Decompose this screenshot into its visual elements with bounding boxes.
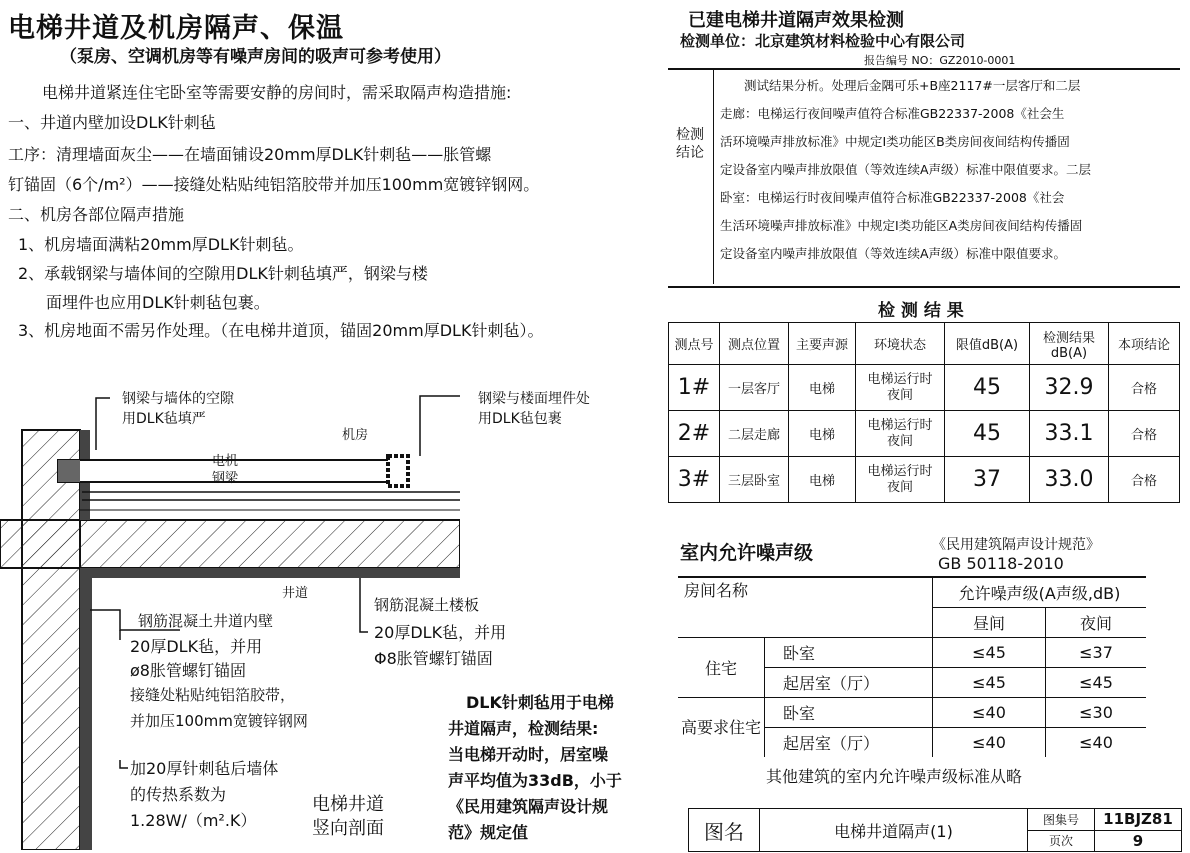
- noise-table: [678, 576, 1146, 757]
- results-header: 主要声源: [789, 323, 856, 365]
- section-2-item-2a: 2、承载钢梁与墙体间的空隙用DLK针刺毡填严，钢梁与楼: [18, 264, 428, 283]
- note-line-1: DLK针刺毡用于电梯: [466, 693, 614, 712]
- test-title: 已建电梯井道隔声效果检测: [688, 10, 904, 31]
- heat-label-1: 加20厚针刺毡后墙体: [130, 759, 279, 778]
- subtitle: （泵房、空调机房等有噪声房间的吸声可参考使用）: [60, 47, 451, 67]
- report-number: 报告编号 NO：GZ2010-0001: [864, 54, 1016, 67]
- beam-label: 钢梁: [212, 471, 239, 486]
- noise-header-allow: 允许噪声级(A声级,dB): [933, 577, 1147, 608]
- heat-label-3: 1.28W/（m².K）: [130, 811, 257, 830]
- section-caption-1: 电梯井道: [312, 794, 384, 815]
- result-conclusion: 合格: [1109, 457, 1180, 503]
- title-block-label: 图名: [689, 809, 760, 852]
- motor-label: 电机: [212, 454, 239, 469]
- conclusion-line-7: 定设备室内噪声排放限值（等效连续A声级）标准中限值要求。: [720, 246, 1067, 261]
- conclusion-label-2: 结论: [676, 145, 704, 161]
- point-no: 3#: [669, 457, 720, 503]
- note-line-6: 范》规定值: [448, 823, 529, 842]
- note-line-2: 井道隔声，检测结果:: [448, 719, 599, 738]
- section-2-item-2b: 面埋件也应用DLK针刺毡包裹。: [46, 293, 270, 312]
- result-conclusion: 合格: [1109, 411, 1180, 457]
- results-header: 测点号: [669, 323, 720, 365]
- result-value: 33.0: [1030, 457, 1109, 503]
- section-caption-2: 竖向剖面: [312, 818, 384, 839]
- noise-group-2: 高要求住宅: [678, 698, 765, 758]
- results-header: 本项结论: [1109, 323, 1180, 365]
- noise-day: ≤45: [933, 668, 1046, 698]
- noise-room: 起居室（厅）: [765, 728, 933, 758]
- noise-day: ≤40: [933, 728, 1046, 758]
- results-header: 检测结果 dB(A): [1030, 323, 1109, 365]
- conclusion-line-6: 生活环境噪声排放标准》中规定Ⅰ类功能区A类房间夜间结构传播固: [720, 218, 1083, 233]
- shaft-label: 井道: [282, 586, 309, 601]
- noise-title: 室内允许噪声级: [680, 542, 814, 564]
- results-header: 测点位置: [720, 323, 789, 365]
- section-2-title: 二、机房各部位隔声措施: [8, 205, 185, 224]
- note-line-5: 《民用建筑隔声设计规: [448, 797, 609, 816]
- noise-standard-2: GB 50118-2010: [938, 554, 1064, 573]
- title-block: [688, 808, 1182, 852]
- noise-night: ≤45: [1046, 668, 1147, 698]
- page-title: 电梯井道及机房隔声、保温: [8, 13, 344, 44]
- embed-label-2: 用DLK毡包裹: [478, 411, 562, 427]
- room-label: 机房: [342, 428, 369, 443]
- results-table: [668, 322, 1180, 503]
- conclusion-line-3: 活环境噪声排放标准》中规定Ⅰ类功能区B类房间夜间结构传播固: [720, 134, 1070, 149]
- env-state-1: 电梯运行时: [867, 417, 933, 433]
- heat-label-2: 的传热系数为: [130, 785, 227, 804]
- results-title: 检 测 结 果: [878, 301, 964, 321]
- env-state-2: 夜间: [886, 387, 913, 403]
- table-row: [669, 411, 1180, 457]
- noise-header-room: 房间名称: [678, 577, 933, 638]
- limit-value: 45: [945, 411, 1030, 457]
- test-unit: 检测单位：北京建筑材料检验中心有限公司: [680, 32, 966, 50]
- location: 三层卧室: [720, 457, 789, 503]
- env-state-2: 夜间: [886, 433, 913, 449]
- location: 二层走廊: [720, 411, 789, 457]
- env-state: [856, 365, 945, 411]
- noise-header-night: 夜间: [1046, 608, 1147, 638]
- conclusion-label-1: 检测: [676, 127, 704, 143]
- gap-label-2: 用DLK毡填严: [122, 411, 206, 427]
- noise-footnote: 其他建筑的室内允许噪声级标准从略: [766, 767, 1023, 786]
- table-row: [678, 698, 1146, 728]
- env-state: [856, 411, 945, 457]
- results-header: 环境状态: [856, 323, 945, 365]
- conclusion-line-4: 定设备室内噪声排放限值（等效连续A声级）标准中限值要求。二层: [720, 162, 1092, 177]
- wall-label-1: 钢筋混凝土井道内壁: [138, 612, 274, 630]
- table-row: [678, 638, 1146, 668]
- conclusion-line-5: 卧室：电梯运行时夜间噪声值符合标准GB22337-2008《社会: [720, 190, 1065, 205]
- noise-standard-1: 《民用建筑隔声设计规范》: [932, 537, 1100, 553]
- noise-group-1: 住宅: [678, 638, 765, 698]
- source: 电梯: [789, 411, 856, 457]
- intro-text: 电梯井道紧连住宅卧室等需要安静的房间时，需采取隔声构造措施:: [42, 83, 512, 102]
- page-label: 页次: [1028, 830, 1095, 852]
- slab-label-2: 20厚DLK毡，并用: [374, 623, 507, 642]
- noise-room: 卧室: [765, 638, 933, 668]
- title-block-row: [689, 809, 1182, 831]
- env-state-1: 电梯运行时: [867, 371, 933, 387]
- section-2-item-3: 3、机房地面不需另作处理。（在电梯井道顶，锚固20mm厚DLK针刺毡）。: [18, 321, 544, 340]
- table-row: [669, 457, 1180, 503]
- point-no: 2#: [669, 411, 720, 457]
- conclusion-divider: [713, 68, 714, 284]
- noise-header-day: 昼间: [933, 608, 1046, 638]
- page-value: 9: [1095, 830, 1182, 852]
- source: 电梯: [789, 365, 856, 411]
- embed-label-1: 钢梁与楼面埋件处: [478, 391, 590, 407]
- wall-label-5: 并加压100mm宽镀锌钢网: [130, 712, 308, 730]
- source: 电梯: [789, 457, 856, 503]
- limit-value: 45: [945, 365, 1030, 411]
- noise-header-row: [678, 577, 1146, 608]
- noise-night: ≤37: [1046, 638, 1147, 668]
- wall-label-3: ø8胀管螺钉锚固: [130, 661, 246, 680]
- result-value: 33.1: [1030, 411, 1109, 457]
- note-line-3: 当电梯开动时，居室噪: [448, 745, 609, 764]
- location: 一层客厅: [720, 365, 789, 411]
- slab-label-1: 钢筋混凝土楼板: [374, 596, 480, 614]
- results-header-row: [669, 323, 1180, 365]
- wall-label-4: 接缝处粘贴纯铝箔胶带，: [130, 686, 296, 704]
- noise-night: ≤40: [1046, 728, 1147, 758]
- atlas-value: 11BJZ81: [1095, 809, 1182, 831]
- conclusion-line-2: 走廊：电梯运行夜间噪声值符合标准GB22337-2008《社会生: [720, 106, 1065, 121]
- table-row: [669, 365, 1180, 411]
- wall-label-2: 20厚DLK毡，并用: [130, 637, 263, 656]
- section-1-title: 一、井道内壁加设DLK针刺毡: [8, 113, 216, 132]
- section-1-line-1: 工序：清理墙面灰尘——在墙面铺设20mm厚DLK针刺毡——胀管螺: [8, 145, 492, 164]
- limit-value: 37: [945, 457, 1030, 503]
- gap-label-1: 钢梁与墙体的空隙: [122, 391, 234, 407]
- note-line-4: 声平均值为33dB，小于: [448, 771, 622, 790]
- result-conclusion: 合格: [1109, 365, 1180, 411]
- atlas-label: 图集号: [1028, 809, 1095, 831]
- env-state: [856, 457, 945, 503]
- point-no: 1#: [669, 365, 720, 411]
- noise-night: ≤30: [1046, 698, 1147, 728]
- env-state-1: 电梯运行时: [867, 463, 933, 479]
- results-header: 限值dB(A): [945, 323, 1030, 365]
- noise-day: ≤40: [933, 698, 1046, 728]
- noise-room: 起居室（厅）: [765, 668, 933, 698]
- title-block-name: 电梯井道隔声(1): [760, 809, 1028, 852]
- conclusion-line-1: 测试结果分析。处理后金隅可乐+B座2117#一层客厅和二层: [744, 78, 1081, 93]
- noise-room: 卧室: [765, 698, 933, 728]
- section-2-item-1: 1、机房墙面满粘20mm厚DLK针刺毡。: [18, 235, 304, 254]
- noise-day: ≤45: [933, 638, 1046, 668]
- env-state-2: 夜间: [886, 479, 913, 495]
- slab-label-3: Φ8胀管螺钉锚固: [374, 649, 493, 668]
- section-1-line-2: 钉锚固（6个/m²）——接缝处粘贴纯铝箔胶带并加压100mm宽镀锌钢网。: [8, 175, 540, 194]
- result-value: 32.9: [1030, 365, 1109, 411]
